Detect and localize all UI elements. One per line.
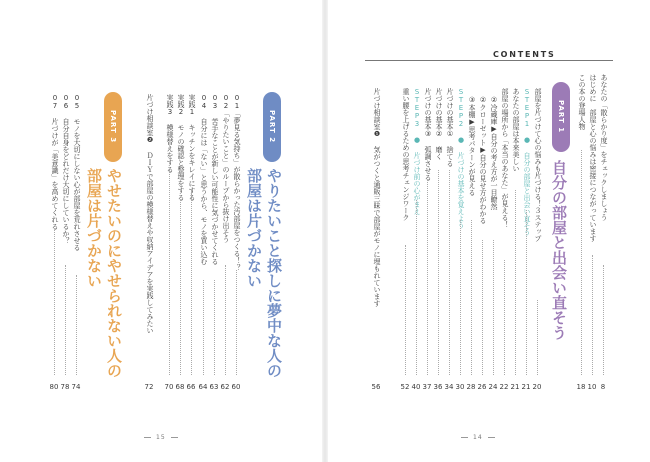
dot-leader (427, 180, 428, 375)
toc-entry: 片づけの基本② 磨く (435, 88, 443, 160)
toc-entry: 06 自分自身をどれだけ大切にしているか？ (62, 94, 70, 244)
part3-title-line2: 部屋は片づかない (85, 168, 103, 288)
dot-leader (504, 260, 505, 375)
dot-leader (449, 170, 450, 375)
toc-entry: 重い腰を上げるための思考チェンジワーク (402, 88, 410, 221)
dot-leader (581, 150, 582, 375)
right-folio: 14 (456, 434, 500, 441)
page-number: 20 (532, 383, 542, 391)
page-number: 63 (209, 383, 219, 391)
toc-entry: ②クローゼット▶自分の見せ方がわかる (479, 96, 487, 224)
toc-entry: 04 自分には「ない」と思うから、モノを買い込む (200, 94, 208, 265)
dot-leader (471, 220, 472, 375)
toc-entry: あなたの部屋は本来美しい (512, 88, 520, 172)
page-number: 62 (220, 383, 230, 391)
toc-entry: 片づけの基本① 捨てる (446, 88, 454, 167)
dot-leader (191, 190, 192, 375)
dot-leader (225, 265, 226, 375)
dot-leader (493, 240, 494, 375)
page-number: 70 (164, 383, 174, 391)
dot-leader (180, 200, 181, 375)
dot-leader (460, 220, 461, 375)
toc-entry: 02「やりたいこと」のループから抜け出そう (222, 94, 230, 243)
toc-entry: はじめに 部屋と心の悩みは密接につながっています (589, 74, 597, 242)
dot-leader (482, 240, 483, 375)
dot-leader (592, 255, 593, 375)
toc-entry: 03 苦手なことが新しい可能性に気づかせてくれる (211, 94, 219, 265)
toc-entry: 07 片づけが「美意識」を高めてくれる (51, 94, 59, 230)
page-number: 24 (488, 383, 498, 391)
left-folio: 15 (139, 434, 183, 441)
dot-leader (203, 280, 204, 375)
part2-badge: PART 2 (263, 92, 281, 162)
page-number: 78 (60, 383, 70, 391)
part1-badge: PART 1 (552, 82, 570, 152)
dot-leader (603, 265, 604, 375)
contents-title: CONTENTS (493, 50, 556, 59)
toc-entry: 部屋を片づけて心の悩みも片づける！３ステップ (534, 88, 542, 242)
dot-leader (54, 230, 55, 375)
page-number: 34 (444, 383, 454, 391)
toc-entry: 部屋の場所から「本当のあなた」が見える！ (501, 88, 509, 228)
page-number: 8 (600, 383, 606, 391)
part1-title: 自分の部屋と出会い直そう (550, 160, 568, 340)
toc-entry: ②冷蔵庫▶自分の考え方が一目瞭然 (490, 96, 498, 210)
toc-entry: 05 モノを大切にしない心が部屋を荒れさせる (73, 94, 81, 251)
toc-entry: この本の登場人物 (578, 74, 586, 130)
page-number: 18 (576, 383, 586, 391)
page-number: 22 (499, 383, 509, 391)
dot-leader (65, 265, 66, 375)
page-number: 36 (433, 383, 443, 391)
page-number: 26 (477, 383, 487, 391)
toc-entry: 片づけ相談室❶ 気がつくと通販三昧で部屋がモノに埋もれています (373, 88, 381, 307)
part3-badge: PART 3 (104, 92, 122, 162)
page-number: 28 (466, 383, 476, 391)
toc-step: STEP2 ● 片づけの基本を覚えよう (457, 88, 465, 229)
dot-leader (236, 270, 237, 375)
dot-leader (405, 245, 406, 375)
toc-step: STEP1 ● 自分の部屋と出会い直そう (523, 88, 531, 236)
toc-entry: 実践3 模様替えをする (166, 94, 174, 173)
dot-leader (526, 210, 527, 375)
dot-leader (416, 200, 417, 375)
toc-entry: 実践1 キッチンをキレイにする (188, 94, 196, 201)
page-number: 60 (231, 383, 241, 391)
toc-entry: 実践2 モノの確認と整理をする (177, 94, 185, 201)
toc-entry: 片づけ相談室❷ ＤＩＹで部屋の模様替えや収納アイデアを実践してみたい (146, 94, 154, 334)
page-number: 30 (455, 383, 465, 391)
page-number: 68 (175, 383, 185, 391)
contents-rule (365, 60, 613, 61)
page-number: 74 (71, 383, 81, 391)
toc-step: STEP3 ● 片づけ前の心がまえ (413, 88, 421, 215)
toc-entry: 片づけの基本③ 弧調させる (424, 88, 432, 181)
part3-title-line1: やせたいのにやせられない人の (105, 168, 123, 378)
part2-title-line2: 部屋は片づかない (245, 168, 263, 288)
dot-leader (214, 280, 215, 375)
page-number: 66 (186, 383, 196, 391)
part2-title-line1: やりたいこと探しに夢中な人の (265, 168, 283, 378)
dot-leader (76, 275, 77, 375)
page-number: 40 (411, 383, 421, 391)
page-number: 72 (144, 383, 154, 391)
page-number: 21 (521, 383, 531, 391)
toc-entry: 01「夢見る気持ち」が散らかった汚部屋をつくる！？ (233, 94, 241, 271)
page-number: 80 (49, 383, 59, 391)
dot-leader (169, 170, 170, 375)
page-number: 21 (510, 383, 520, 391)
page-number: 52 (400, 383, 410, 391)
page-number: 64 (198, 383, 208, 391)
dot-leader (537, 300, 538, 375)
dot-leader (515, 190, 516, 375)
gutter (322, 0, 328, 462)
page-number: 37 (422, 383, 432, 391)
toc-entry: ③本棚▶思考パターンが見える (468, 96, 476, 196)
page-number: 10 (587, 383, 597, 391)
dot-leader (438, 170, 439, 375)
toc-entry: あなたの「散らかり度」をチェックしましょう (600, 74, 608, 221)
page-number: 56 (371, 383, 381, 391)
